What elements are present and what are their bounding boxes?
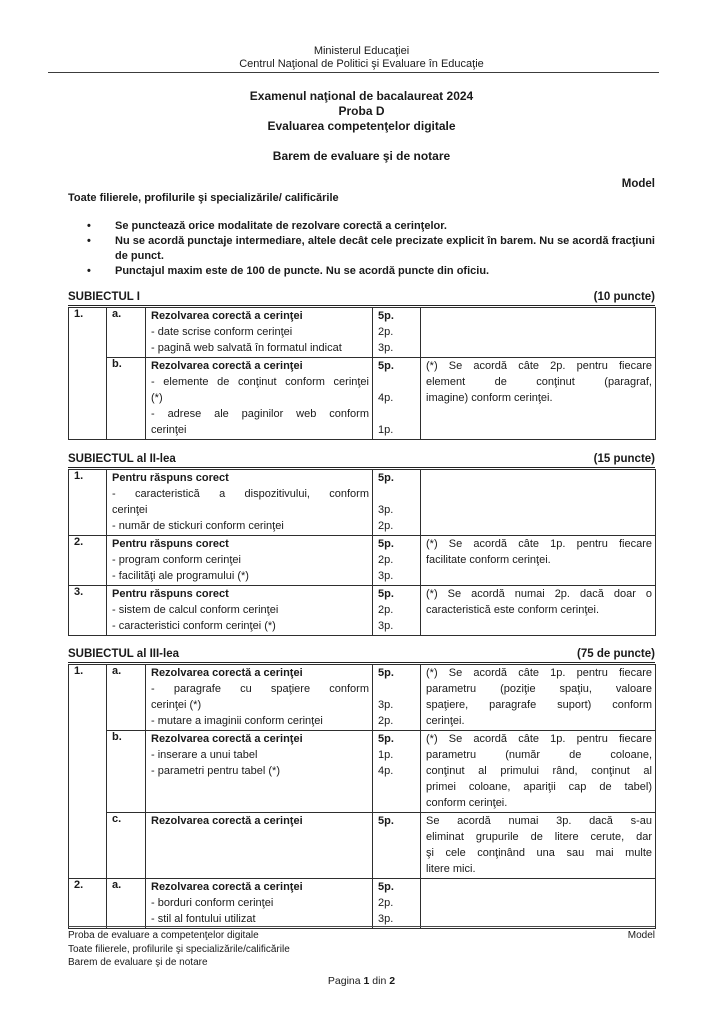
section-heading — [68, 452, 655, 468]
probe-title: Proba D — [338, 104, 385, 118]
points-line: 5p. — [378, 667, 394, 679]
cell-item-number: 1. — [69, 308, 107, 440]
note-text: Se punctează orice modalitate de rezolvare corectă a cerinţelor. — [115, 220, 447, 232]
page-footer — [68, 926, 655, 988]
points-line: 1p. — [378, 749, 394, 761]
cell-points — [373, 665, 421, 731]
cell-points — [373, 731, 421, 813]
criteria-line: - caracteristică a dispozitivului, conform — [112, 488, 369, 500]
note-line: şi cele conţinând una sau mai multe — [426, 847, 652, 859]
points-line: 2p. — [378, 604, 394, 616]
page-separator: din — [372, 974, 387, 987]
points-line: 5p. — [378, 588, 394, 600]
points-line: 5p. — [378, 360, 394, 372]
subject-title: Evaluarea competenţelor digitale — [267, 119, 456, 133]
cell-points — [373, 536, 421, 586]
cell-note — [421, 665, 656, 731]
points-line — [378, 374, 417, 390]
points-line — [378, 681, 417, 697]
note-line: conţinut al primului rând, conţinut al — [426, 765, 652, 777]
points-line — [378, 486, 417, 502]
note-line: (*) Se acordă numai 2p. dacă doar o — [426, 588, 652, 600]
cell-criteria — [146, 879, 373, 929]
points-line: 3p. — [378, 342, 394, 354]
criteria-line: - date scrise conform cerinţei — [151, 326, 293, 338]
cell-criteria — [107, 586, 373, 636]
footer-scope-line: Toate filierele, profilurile şi specializările/calificările — [68, 943, 290, 955]
cell-note — [421, 358, 656, 440]
cell-item-number: 2. — [69, 536, 107, 586]
points-line: 3p. — [378, 504, 394, 516]
criteria-line: Rezolvarea corectă a cerinţei — [151, 310, 303, 322]
footer-doc-line: Proba de evaluare a competenţelor digitale — [68, 930, 259, 941]
points-line: 5p. — [378, 310, 394, 322]
points-line: 5p. — [378, 881, 394, 893]
section-title: SUBIECTUL I — [68, 291, 140, 303]
criteria-line: - elemente de conţinut conform cerinţei — [151, 376, 369, 388]
bullet-dot: • — [87, 265, 91, 277]
criteria-line: cerinţei — [112, 504, 148, 516]
note-item — [68, 264, 655, 279]
cell-item-letter: b. — [107, 358, 146, 440]
section-heading — [68, 290, 655, 306]
criteria-line: Pentru răspuns corect — [112, 588, 229, 600]
page-current: 1 — [363, 974, 370, 987]
exam-title: Examenul naţional de bacalaureat 2024 — [249, 89, 474, 103]
note-line: (*) Se acordă câte 1p. pentru fiecare — [426, 667, 652, 679]
criteria-line: - inserare a unui tabel — [151, 749, 258, 761]
section-subiectul-i — [68, 290, 655, 440]
rubric-table — [68, 307, 656, 440]
cell-points — [373, 308, 421, 358]
cell-criteria — [107, 470, 373, 536]
footer-model-label: Model — [627, 930, 655, 941]
cell-note — [421, 308, 656, 358]
section-title: SUBIECTUL al III-lea — [68, 648, 179, 660]
note-line: facilitate conform cerinţei. — [426, 554, 551, 566]
bullet-dot: • — [87, 235, 91, 247]
cell-item-number: 3. — [69, 586, 107, 636]
points-line: 5p. — [378, 472, 394, 484]
cell-item-number: 1. — [69, 665, 107, 879]
criteria-line: Rezolvarea corectă a cerinţei — [151, 360, 303, 372]
page-total: 2 — [389, 974, 396, 987]
section-points: (15 puncte) — [593, 453, 655, 465]
table-row — [69, 813, 656, 879]
criteria-line: cerinţei (*) — [151, 699, 202, 711]
cell-points — [373, 470, 421, 536]
criteria-line: Rezolvarea corectă a cerinţei — [151, 733, 303, 745]
model-label: Model — [621, 178, 655, 190]
note-line: cerinţei. — [426, 715, 465, 727]
note-line: conform cerinţei. — [426, 797, 508, 809]
cell-criteria — [146, 731, 373, 813]
section-points: (10 puncte) — [593, 291, 655, 303]
points-line: 4p. — [378, 765, 394, 777]
section-subiectul-iii — [68, 647, 655, 929]
points-line: 3p. — [378, 570, 394, 582]
note-text: Nu se acordă punctaje intermediare, altele decât cele precizate explicit în barem. Nu se acordă fracţiuni de punct. — [115, 235, 655, 262]
center-line: Centrul Naţional de Politici şi Evaluare în Educaţie — [239, 58, 484, 70]
cell-item-letter: b. — [107, 731, 146, 813]
criteria-line: - borduri conform cerinţei — [151, 897, 274, 909]
general-notes — [68, 219, 655, 279]
footer-row — [68, 929, 655, 943]
note-line: spaţiere, paragrafe suport) conform — [426, 699, 652, 711]
rubric-table — [68, 664, 656, 929]
cell-note — [421, 879, 656, 929]
bullet-dot: • — [87, 220, 91, 232]
table-row — [69, 879, 656, 929]
criteria-line: Rezolvarea corectă a cerinţei — [151, 815, 303, 827]
cell-criteria — [146, 358, 373, 440]
note-line: (*) Se acordă câte 2p. pentru fiecare — [426, 360, 652, 372]
points-line: 2p. — [378, 520, 394, 532]
criteria-line: - caracteristici conform cerinţei (*) — [112, 620, 276, 632]
note-line: element de conţinut (paragraf, — [426, 376, 652, 388]
rubric-table — [68, 469, 656, 636]
points-line: 4p. — [378, 392, 394, 404]
criteria-line: - pagină web salvată în formatul indicat — [151, 342, 342, 354]
points-line: 5p. — [378, 815, 394, 827]
header-rule — [48, 72, 659, 73]
points-line: 2p. — [378, 554, 394, 566]
cell-points — [373, 879, 421, 929]
criteria-line: - adrese ale paginilor web conform — [151, 408, 369, 420]
table-row — [69, 731, 656, 813]
note-line: litere mici. — [426, 863, 476, 875]
table-row — [69, 308, 656, 358]
criteria-line: cerinţei — [151, 424, 187, 436]
footer-doc-type-line: Barem de evaluare şi de notare — [68, 957, 208, 968]
points-line: 5p. — [378, 538, 394, 550]
page-indicator — [68, 975, 655, 989]
points-line: 3p. — [378, 699, 394, 711]
cell-criteria — [146, 813, 373, 879]
note-line: parametru (număr de coloane, — [426, 749, 652, 761]
note-line: eliminat grupurile de litere cerute, dar — [426, 831, 652, 843]
table-row — [69, 470, 656, 536]
criteria-line: Pentru răspuns corect — [112, 538, 229, 550]
criteria-line: (*) — [151, 392, 163, 404]
cell-criteria — [146, 308, 373, 358]
criteria-line: - paragrafe cu spaţiere conform — [151, 683, 369, 695]
cell-item-number: 2. — [69, 879, 107, 929]
points-line: 3p. — [378, 620, 394, 632]
criteria-line: - mutare a imaginii conform cerinţei — [151, 715, 323, 727]
criteria-line: - parametri pentru tabel (*) — [151, 765, 280, 777]
section-subiectul-ii — [68, 452, 655, 636]
criteria-line: - facilităţi ale programului (*) — [112, 570, 249, 582]
cell-item-letter: c. — [107, 813, 146, 879]
points-line: 5p. — [378, 733, 394, 745]
document-type-title: Barem de evaluare şi de notare — [272, 149, 451, 163]
cell-note — [421, 586, 656, 636]
note-line: parametru (poziţie spaţiu, valoare — [426, 683, 652, 695]
table-row — [69, 358, 656, 440]
cell-note — [421, 470, 656, 536]
cell-note — [421, 731, 656, 813]
cell-note — [421, 813, 656, 879]
note-line: (*) Se acordă câte 1p. pentru fiecare — [426, 538, 652, 550]
section-points: (75 de puncte) — [577, 648, 655, 660]
title-block — [68, 89, 655, 134]
cell-criteria — [107, 536, 373, 586]
cell-points — [373, 358, 421, 440]
points-line — [378, 406, 417, 422]
note-line: (*) Se acordă câte 1p. pentru fiecare — [426, 733, 652, 745]
note-line: primei coloane, apariţii cap de tabel) — [426, 781, 652, 793]
section-heading — [68, 647, 655, 663]
org-header — [68, 45, 655, 71]
ministry-line: Ministerul Educaţiei — [313, 45, 410, 57]
cell-points — [373, 813, 421, 879]
criteria-line: - sistem de calcul conform cerinţei — [112, 604, 279, 616]
note-line: Se acordă numai 3p. dacă s-au — [426, 815, 652, 827]
points-line: 2p. — [378, 897, 394, 909]
table-row — [69, 586, 656, 636]
cell-item-letter: a. — [107, 879, 146, 929]
note-item — [68, 219, 655, 234]
criteria-line: Rezolvarea corectă a cerinţei — [151, 881, 303, 893]
criteria-line: - program conform cerinţei — [112, 554, 241, 566]
criteria-line: Pentru răspuns corect — [112, 472, 229, 484]
cell-item-letter: a. — [107, 308, 146, 358]
note-item — [68, 234, 655, 264]
criteria-line: - stil al fontului utilizat — [151, 913, 256, 925]
points-line: 2p. — [378, 326, 394, 338]
cell-points — [373, 586, 421, 636]
note-line: imagine) conform cerinţei. — [426, 392, 553, 404]
criteria-line: Rezolvarea corectă a cerinţei — [151, 667, 303, 679]
table-row — [69, 665, 656, 731]
table-row — [69, 536, 656, 586]
cell-note — [421, 536, 656, 586]
points-line: 3p. — [378, 913, 394, 925]
note-line: caracteristică este conform cerinţei. — [426, 604, 600, 616]
points-line: 1p. — [378, 424, 394, 436]
points-line: 2p. — [378, 715, 394, 727]
scope-line: Toate filierele, profilurile şi specializările/ calificările — [68, 192, 339, 204]
cell-criteria — [146, 665, 373, 731]
cell-item-letter: a. — [107, 665, 146, 731]
criteria-line: - număr de stickuri conform cerinţei — [112, 520, 284, 532]
section-title: SUBIECTUL al II-lea — [68, 453, 176, 465]
note-text: Punctajul maxim este de 100 de puncte. Nu se acordă puncte din oficiu. — [115, 265, 490, 277]
cell-item-number: 1. — [69, 470, 107, 536]
page-prefix: Pagina — [327, 974, 361, 987]
